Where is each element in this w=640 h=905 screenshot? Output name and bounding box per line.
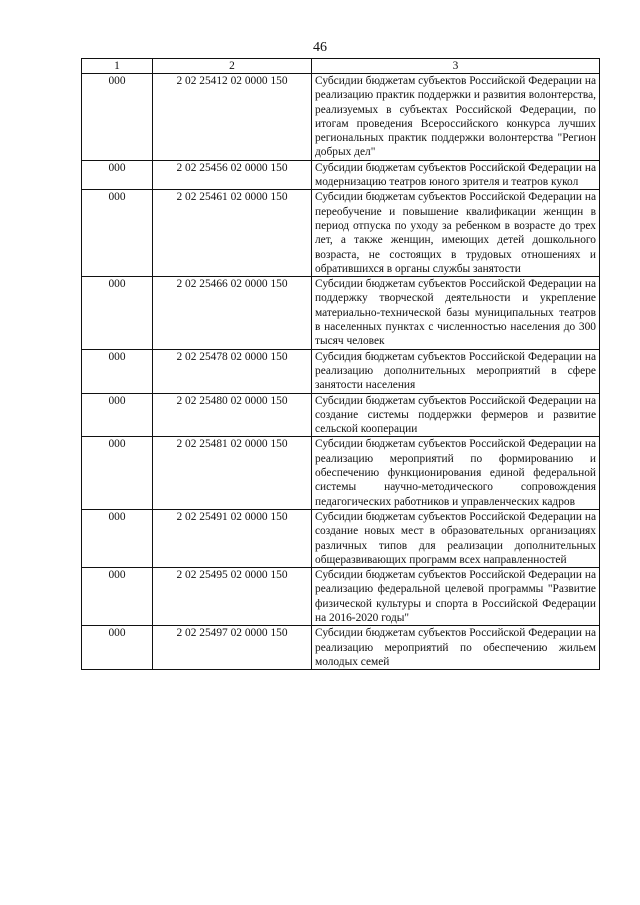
budget-code-cell: 2 02 25456 02 0000 150 (153, 160, 312, 190)
budget-code-cell: 2 02 25481 02 0000 150 (153, 437, 312, 509)
description-cell: Субсидии бюджетам субъектов Российской Федерации на модернизацию театров юного зрителя и театров кукол (312, 160, 600, 190)
description-cell: Субсидии бюджетам субъектов Российской Федерации на переобучение и повышение квалификации женщин в период отпуска по уходу за ребенком в возрасте до трех лет, а также женщин, имеющих детей дошкольного возраста, не состоящих в трудовых отношениях и обратившихся в органы службы занятости (312, 190, 600, 277)
budget-code-cell: 2 02 25478 02 0000 150 (153, 349, 312, 393)
description-cell: Субсидия бюджетам субъектов Российской Федерации на реализацию дополнительных мероприятий в сфере занятости населения (312, 349, 600, 393)
page-number: 46 (313, 40, 327, 55)
description-cell: Субсидии бюджетам субъектов Российской Федерации на реализацию практик поддержки и развития волонтерства, реализуемых в субъектах Российской Федерации, по итогам проведения Всероссийского конкурса лучших региональных практик поддержки волонтерства "Регион добрых дел" (312, 74, 600, 161)
admin-code-cell: 000 (82, 626, 153, 670)
admin-code-cell: 000 (82, 190, 153, 277)
description-cell: Субсидии бюджетам субъектов Российской Федерации на создание системы поддержки фермеров и развитие сельской кооперации (312, 393, 600, 437)
admin-code-cell: 000 (82, 160, 153, 190)
table-row (82, 74, 600, 161)
admin-code-cell: 000 (82, 277, 153, 349)
table-row (82, 568, 600, 626)
description-cell: Субсидии бюджетам субъектов Российской Федерации на реализацию мероприятий по формированию и обеспечению функционирования единой федеральной системы научно-методического сопровождения педагогических работников и управленческих кадров (312, 437, 600, 509)
budget-code-cell: 2 02 25495 02 0000 150 (153, 568, 312, 626)
table-header-row (82, 59, 600, 74)
admin-code-cell: 000 (82, 568, 153, 626)
admin-code-cell: 000 (82, 509, 153, 567)
table-row (82, 509, 600, 567)
table-row (82, 160, 600, 190)
budget-code-cell: 2 02 25466 02 0000 150 (153, 277, 312, 349)
budget-code-cell: 2 02 25412 02 0000 150 (153, 74, 312, 161)
admin-code-cell: 000 (82, 74, 153, 161)
admin-code-cell: 000 (82, 349, 153, 393)
table-row (82, 277, 600, 349)
description-cell: Субсидии бюджетам субъектов Российской Федерации на реализацию федеральной целевой программы "Развитие физической культуры и спорта в Российской Федерации на 2016-2020 годы" (312, 568, 600, 626)
header-cell-1: 1 (82, 59, 153, 74)
budget-code-cell: 2 02 25461 02 0000 150 (153, 190, 312, 277)
admin-code-cell: 000 (82, 393, 153, 437)
header-cell-3: 3 (312, 59, 600, 74)
table-row (82, 626, 600, 670)
description-cell: Субсидии бюджетам субъектов Российской Федерации на реализацию мероприятий по обеспечению жильем молодых семей (312, 626, 600, 670)
description-cell: Субсидии бюджетам субъектов Российской Федерации на создание новых мест в образовательных организациях различных типов для реализации дополнительных общеразвивающих программ всех направленностей (312, 509, 600, 567)
table-row (82, 437, 600, 509)
table-row (82, 190, 600, 277)
budget-code-cell: 2 02 25497 02 0000 150 (153, 626, 312, 670)
header-cell-2: 2 (153, 59, 312, 74)
table-row (82, 393, 600, 437)
admin-code-cell: 000 (82, 437, 153, 509)
description-cell: Субсидии бюджетам субъектов Российской Федерации на поддержку творческой деятельности и укрепление материально-технической базы муниципальных театров в населенных пунктах с численностью населения до 300 тысяч человек (312, 277, 600, 349)
budget-code-cell: 2 02 25480 02 0000 150 (153, 393, 312, 437)
budget-classification-table (81, 58, 600, 670)
budget-code-cell: 2 02 25491 02 0000 150 (153, 509, 312, 567)
table-row (82, 349, 600, 393)
